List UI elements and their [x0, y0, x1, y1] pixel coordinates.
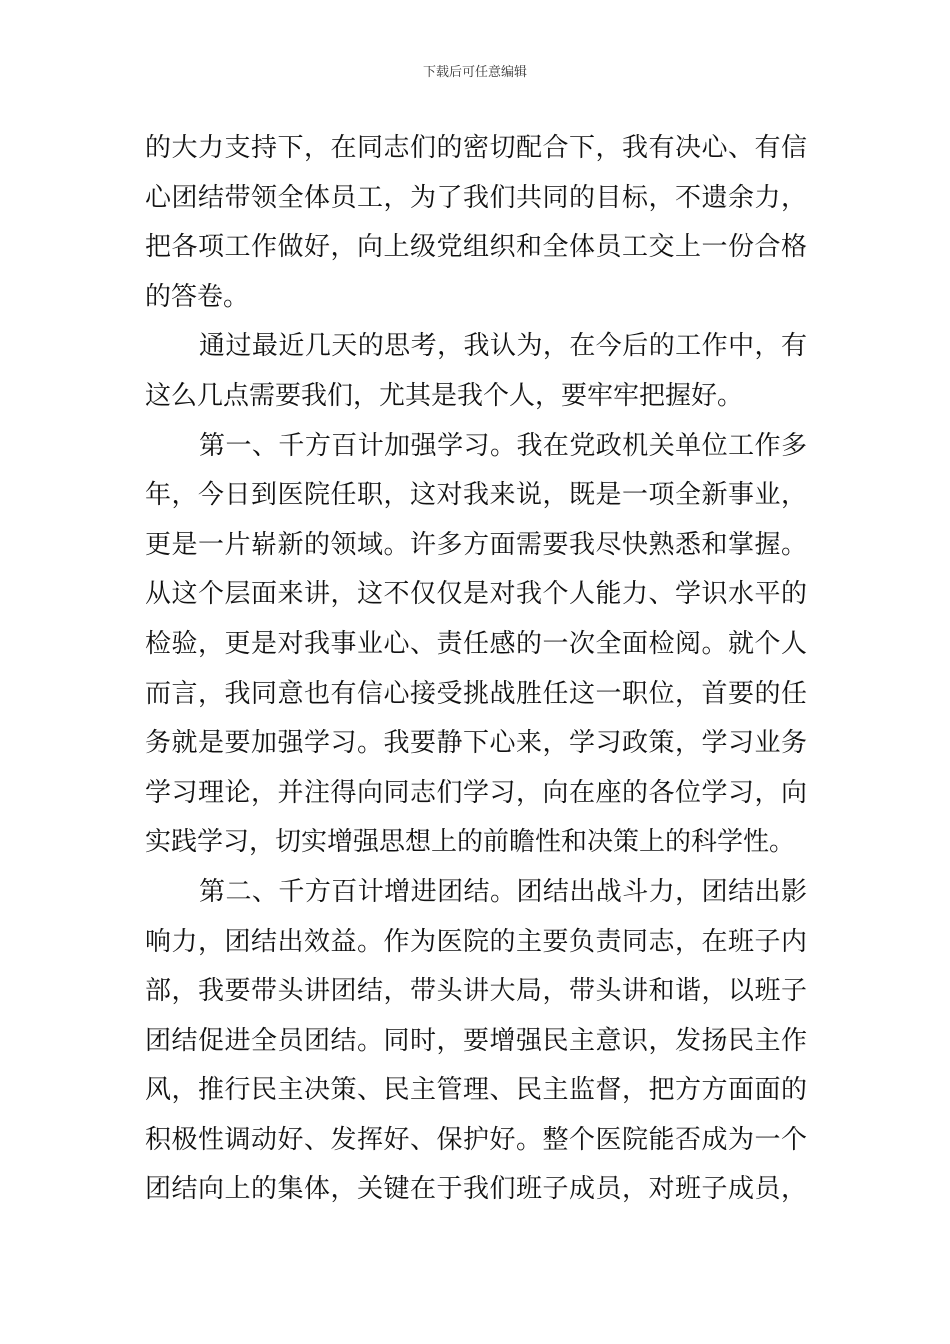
text-line: 的答卷。	[145, 281, 250, 312]
text-line: 的大力支持下，在同志们的密切配合下，我有决心、有信	[145, 133, 807, 163]
text-line: 团结促进全员团结。同时，要增强民主意识，发扬民主作	[145, 1025, 807, 1056]
text-line: 把各项工作做好，向上级党组织和全体员工交上一份合格	[145, 232, 807, 263]
text-line: 检验，更是对我事业心、责任感的一次全面检阅。就个人	[145, 628, 807, 659]
text-line: 第一、千方百计加强学习。我在党政机关单位工作多	[199, 430, 807, 461]
text-line: 年，今日到医院任职，这对我来说，既是一项全新事业，	[145, 480, 807, 511]
text-line: 第二、千方百计增进团结。团结出战斗力，团结出影	[199, 876, 807, 907]
text-line: 风，推行民主决策、民主管理、民主监督，把方方面面的	[145, 1075, 807, 1106]
text-line: 学习理论，并注得向同志们学习，向在座的各位学习，向	[145, 777, 807, 808]
text-line: 通过最近几天的思考，我认为，在今后的工作中，有	[199, 331, 807, 362]
document-body	[145, 124, 807, 1215]
text-line: 更是一片崭新的领域。许多方面需要我尽快熟悉和掌握。	[145, 529, 807, 560]
text-line: 响力，团结出效益。作为医院的主要负责同志，在班子内	[145, 926, 807, 957]
text-line: 从这个层面来讲，这不仅仅是对我个人能力、学识水平的	[145, 579, 807, 610]
text-line: 团结向上的集体，关键在于我们班子成员，对班子成员，	[145, 1174, 807, 1205]
text-line: 部，我要带头讲团结，带头讲大局，带头讲和谐，以班子	[145, 976, 807, 1007]
text-line: 实践学习，切实增强思想上的前瞻性和决策上的科学性。	[145, 827, 796, 858]
text-line: 而言，我同意也有信心接受挑战胜任这一职位，首要的任	[145, 678, 807, 709]
header-note: 下载后可任意编辑	[422, 65, 527, 80]
text-line: 心团结带领全体员工，为了我们共同的目标，不遗余力，	[145, 182, 807, 213]
text-line: 务就是要加强学习。我要静下心来，学习政策，学习业务	[145, 728, 807, 759]
text-line: 积极性调动好、发挥好、保护好。整个医院能否成为一个	[145, 1124, 807, 1155]
text-line: 这么几点需要我们，尤其是我个人，要牢牢把握好。	[145, 380, 744, 411]
